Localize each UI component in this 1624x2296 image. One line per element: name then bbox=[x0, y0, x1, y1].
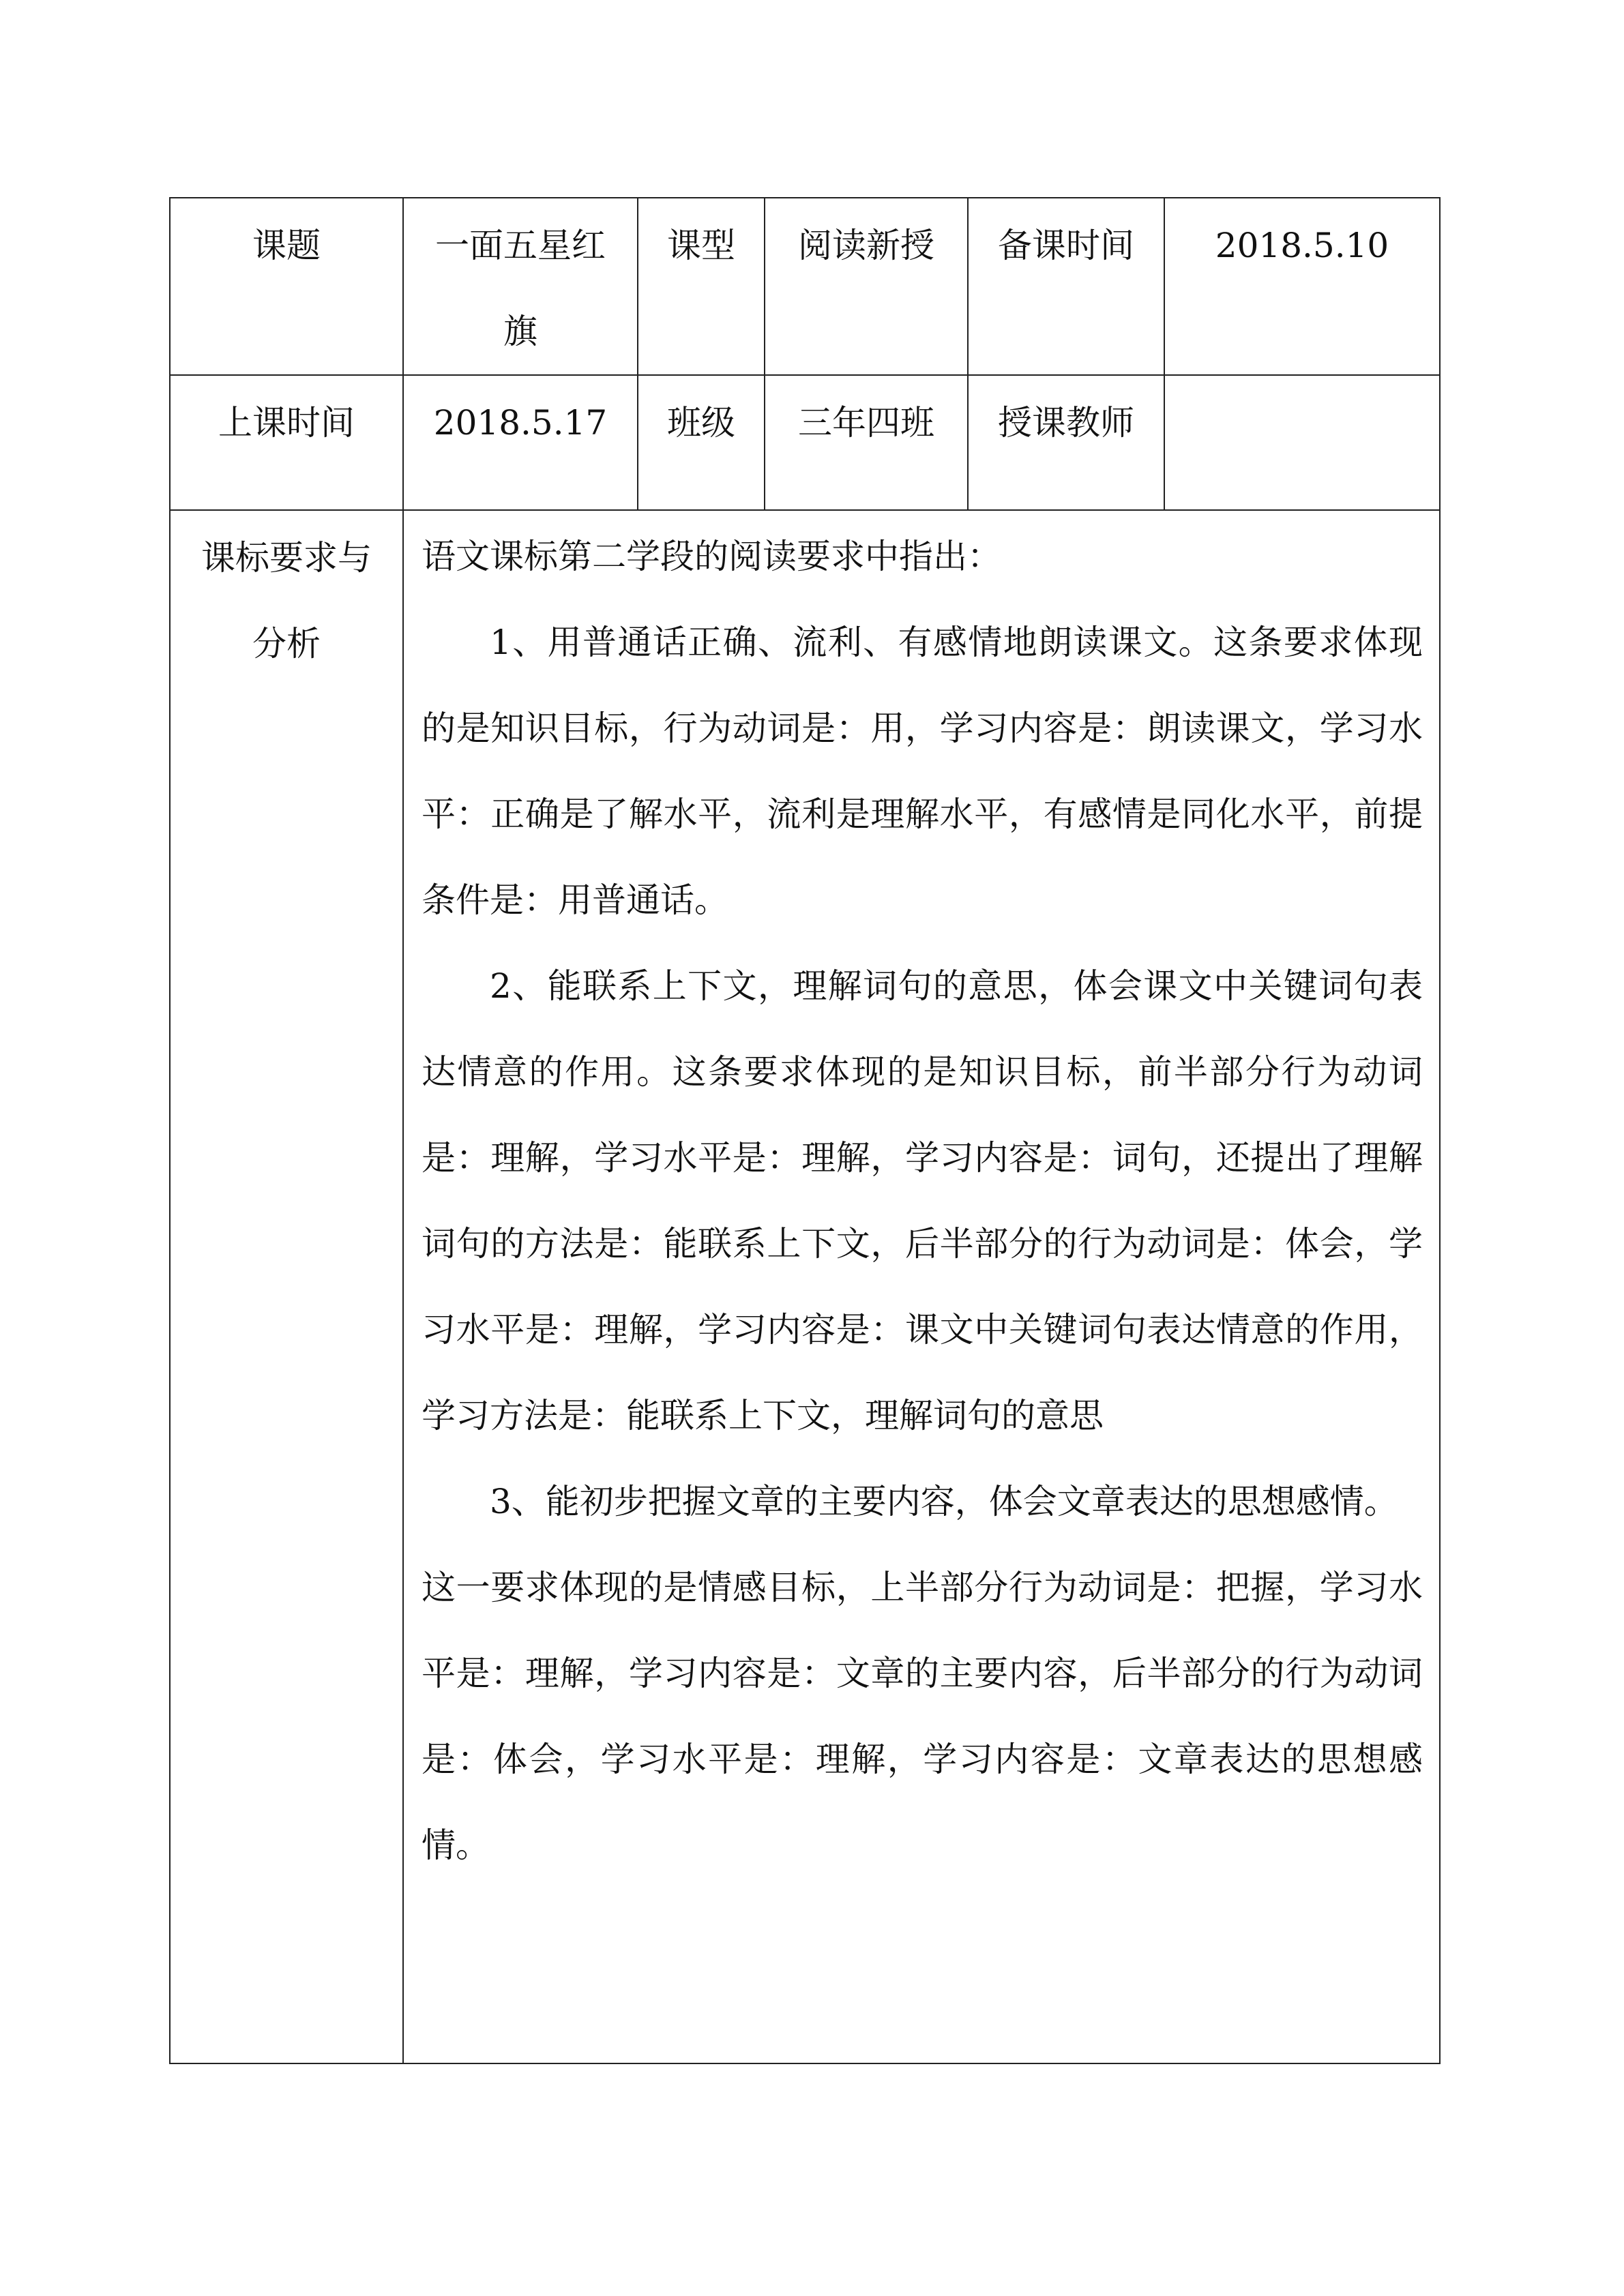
analysis-point-1: 1、用普通话正确、流利、有感情地朗读课文。这条要求体现的是知识目标，行为动词是：用，学习内容是：朗读课文，学习水平：正确是了解水平，流利是理解水平，有感情是同化水平，前提条件是：用普通话。 bbox=[422, 623, 1423, 920]
topic-label: 课题 bbox=[170, 198, 403, 375]
type-value: 阅读新授 bbox=[765, 198, 968, 375]
teacher-label: 授课教师 bbox=[968, 375, 1164, 510]
lesson-plan-table bbox=[169, 197, 1441, 2064]
teacher-value bbox=[1164, 375, 1440, 510]
analysis-point-3: 3、能初步把握文章的主要内容，体会文章表达的思想感情。 bbox=[490, 1482, 1398, 1521]
topic-value-cell bbox=[403, 198, 638, 375]
type-label: 课型 bbox=[638, 198, 765, 375]
table-row-class-time bbox=[170, 375, 1440, 510]
table-row-topic bbox=[170, 198, 1440, 375]
analysis-intro: 语文课标第二学段的阅读要求中指出： bbox=[422, 537, 1001, 576]
topic-value: 一面五星红旗 bbox=[435, 226, 606, 351]
table-row-curriculum bbox=[170, 510, 1440, 2063]
class-label: 班级 bbox=[638, 375, 765, 510]
prep-time-label: 备课时间 bbox=[968, 198, 1164, 375]
class-time-value: 2018.5.17 bbox=[403, 375, 638, 510]
prep-time-value: 2018.5.10 bbox=[1164, 198, 1440, 375]
analysis-cell bbox=[403, 510, 1440, 2063]
class-value: 三年四班 bbox=[765, 375, 968, 510]
section-label-cell bbox=[170, 510, 403, 2063]
section-label: 课标要求与分析 bbox=[201, 538, 372, 664]
analysis-point-2: 2、能联系上下文，理解词句的意思，体会课文中关键词句表达情意的作用。这条要求体现的是知识目标，前半部分行为动词是：理解，学习水平是：理解，学习内容是：词句，还提出了理解词句的方法是：能联系上下文，后半部分的行为动词是：体会，学习水平是：理解，学习内容是：课文中关键词句表达情意的作用，学习方法是：能联系上下文，理解词句的意思 bbox=[422, 966, 1423, 1435]
class-time-label: 上课时间 bbox=[170, 375, 403, 510]
analysis-point-3-explanation: 这一要求体现的是情感目标，上半部分行为动词是：把握，学习水平是：理解，学习内容是：文章的主要内容，后半部分的行为动词是：体会，学习水平是：理解，学习内容是：文章表达的思想感情。 bbox=[422, 1568, 1423, 1865]
